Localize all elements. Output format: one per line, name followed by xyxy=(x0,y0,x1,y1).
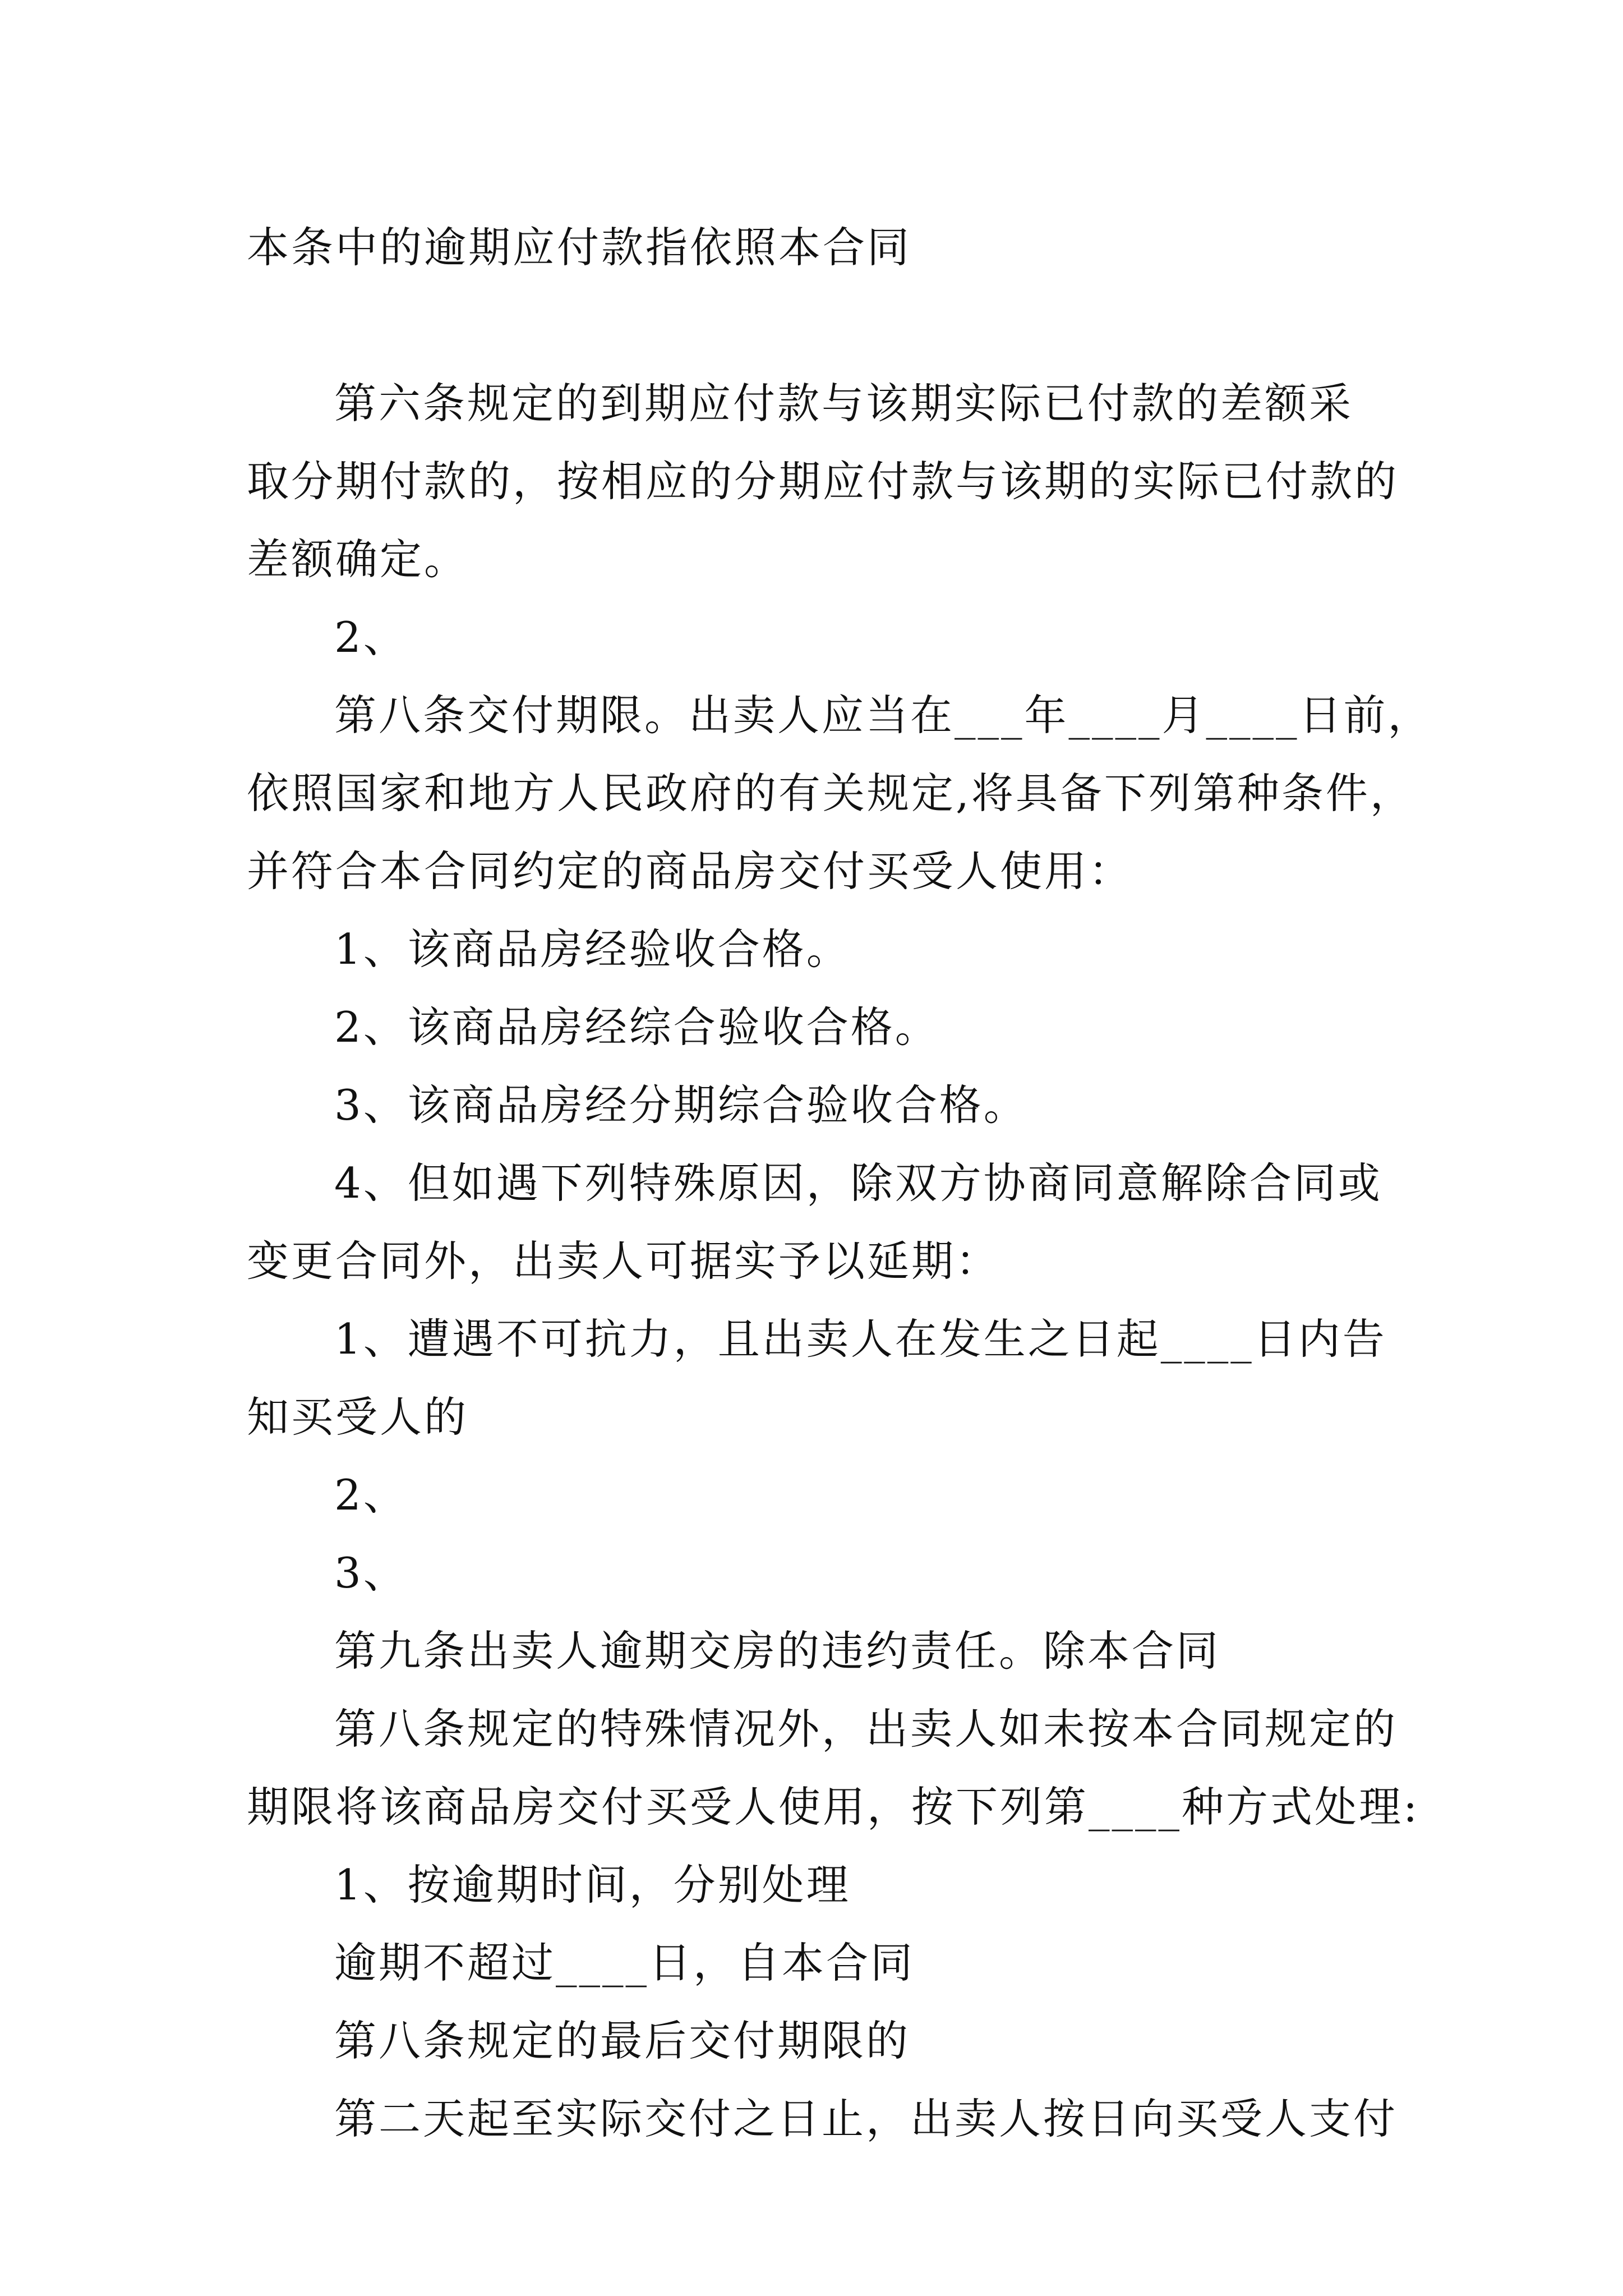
text-line: 依照国家和地方人民政府的有关规定,将具备下列第种条件， xyxy=(247,769,1414,818)
text-line: 4、但如遇下列特殊原因，除双方协商同意解除合同或 xyxy=(334,1158,1382,1208)
text-line: 并符合本合同约定的商品房交付买受人使用： xyxy=(247,846,1133,896)
text-line: 第九条出卖人逾期交房的违约责任。除本合同 xyxy=(334,1626,1221,1676)
text-line: 1、按逾期时间，分别处理 xyxy=(334,1860,851,1910)
text-line: 3、 xyxy=(334,1548,408,1598)
text-line: 1、该商品房经验收合格。 xyxy=(334,924,851,974)
text-line: 知买受人的 xyxy=(247,1392,469,1442)
text-line: 2、 xyxy=(334,613,408,662)
document-body xyxy=(247,209,1432,2158)
text-line: 本条中的逾期应付款指依照本合同 xyxy=(247,223,912,272)
text-line: 差额确定。 xyxy=(247,535,469,584)
text-line: 第八条规定的最后交付期限的 xyxy=(334,2016,911,2065)
text-line: 期限将该商品房交付买受人使用，按下列第____种方式处理: xyxy=(247,1782,1420,1832)
text-line: 3、该商品房经分期综合验收合格。 xyxy=(334,1080,1028,1130)
text-line: 变更合同外，出卖人可据实予以延期： xyxy=(247,1236,1000,1286)
text-line: 第二天起至实际交付之日止，出卖人按日向买受人支付 xyxy=(334,2094,1398,2143)
paragraph-gap xyxy=(247,287,1391,365)
text-line: 第八条规定的特殊情况外，出卖人如未按本合同规定的 xyxy=(334,1704,1398,1754)
text-line: 取分期付款的，按相应的分期应付款与该期的实际已付款的 xyxy=(247,457,1399,506)
text-line: 2、 xyxy=(334,1470,408,1520)
text-line: 1、遭遇不可抗力，且出卖人在发生之日起____日内告 xyxy=(334,1314,1387,1364)
text-line: 第六条规定的到期应付款与该期实际已付款的差额采 xyxy=(334,379,1354,428)
text-line: 逾期不超过____日，自本合同 xyxy=(334,1938,915,1987)
text-line: 2、该商品房经综合验收合格。 xyxy=(334,1002,939,1052)
text-line: 第八条交付期限。出卖人应当在___年____月____日前， xyxy=(334,691,1432,740)
